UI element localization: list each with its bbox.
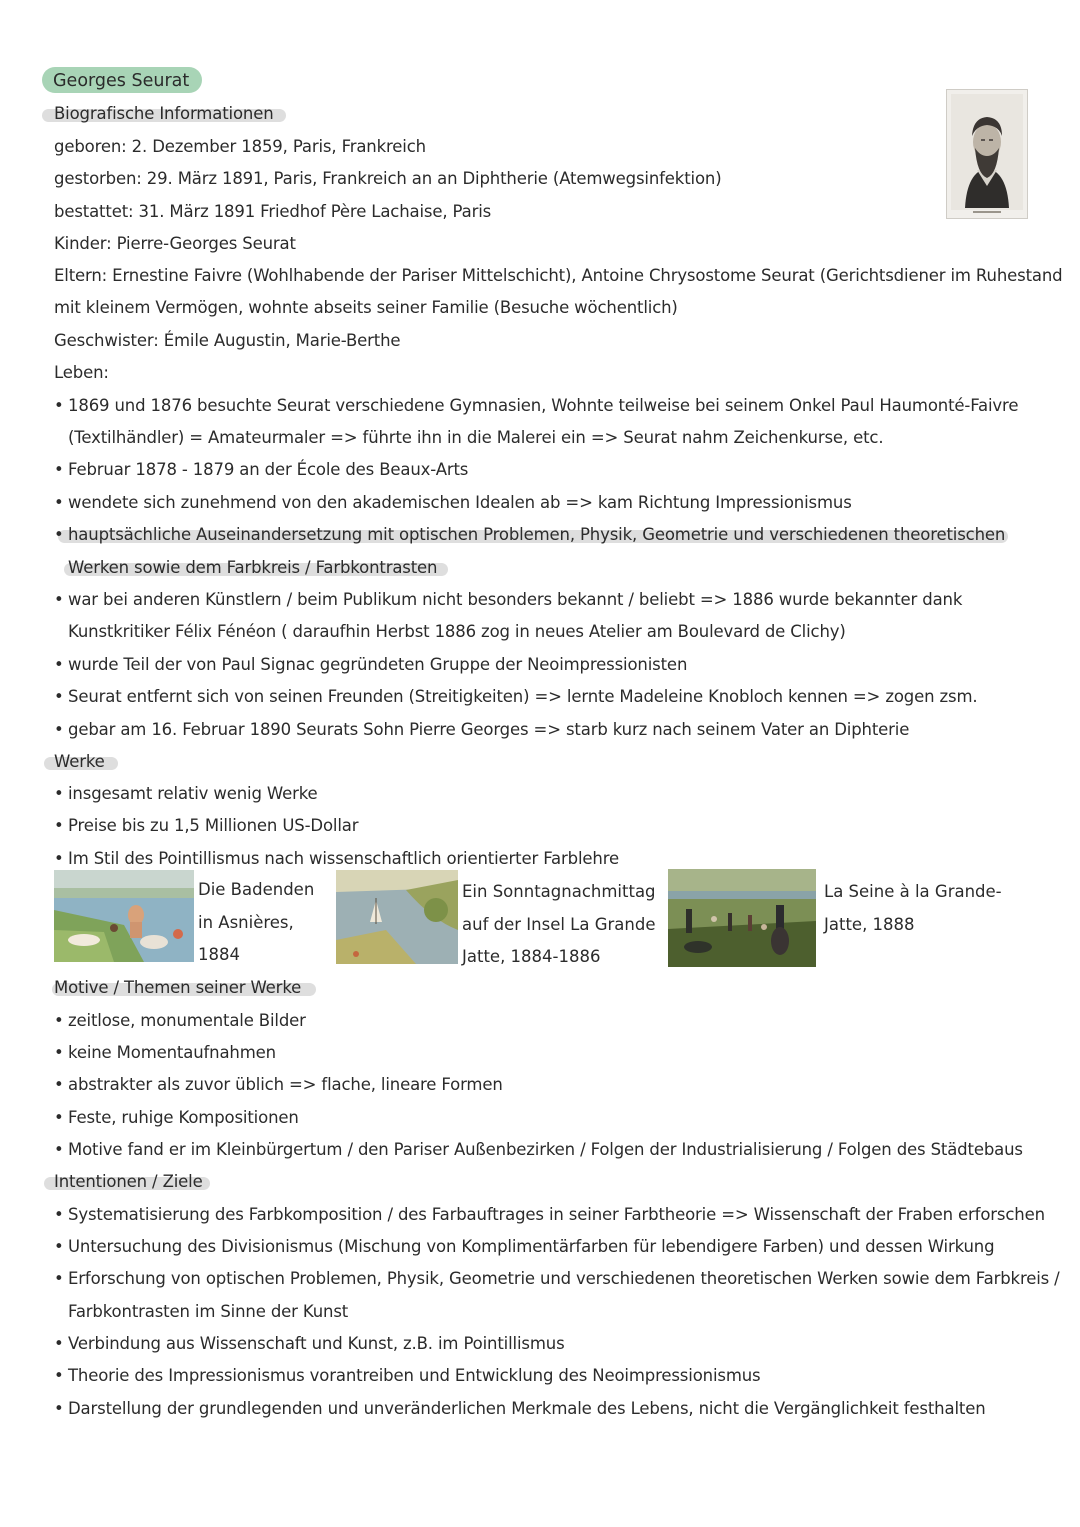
section-heading-intentions: Intentionen / Ziele [54, 1172, 203, 1191]
bio-children: Kinder: Pierre-Georges Seurat [54, 234, 296, 253]
list-item: • wendete sich zunehmend von den akademischen Idealen ab => kam Richtung Impressionismus [54, 493, 852, 512]
painting-bathers-asnieres [54, 870, 194, 962]
page-title: Georges Seurat [53, 71, 190, 91]
list-item: • Darstellung der grundlegenden und unveränderlichen Merkmale des Lebens, nicht die Vergänglichkeit festhalten [54, 1399, 986, 1418]
list-item: • gebar am 16. Februar 1890 Seurats Sohn Pierre Georges => starb kurz nach seinem Vater an Diphterie [54, 720, 910, 739]
list-item: • keine Momentaufnahmen [54, 1043, 276, 1062]
painting-caption-3: La Seine à la Grande- Jatte, 1888 [824, 882, 1002, 934]
list-item: • Motive fand er im Kleinbürgertum / den Pariser Außenbezirken / Folgen der Industrialisierung / Folgen des Städtebaus [54, 1140, 1023, 1159]
list-item-cont: Kunstkritiker Félix Fénéon ( daraufhin Herbst 1886 zog in neues Atelier am Boulevard de Clichy) [68, 622, 846, 641]
list-item-cont: (Textilhändler) = Amateurmaler => führte ihn in die Malerei ein => Seurat nahm Zeichenkurse, etc. [68, 428, 884, 447]
bio-life-label: Leben: [54, 363, 109, 382]
list-item: • war bei anderen Künstlern / beim Publikum nicht besonders bekannt / beliebt => 1886 wurde bekannter dank [54, 590, 963, 609]
painting-caption-1: Die Badenden in Asnières, 1884 [198, 880, 315, 964]
bio-parents: Eltern: Ernestine Faivre (Wohlhabende der Pariser Mittelschicht), Antoine Chrysostome Seurat (Gerichtsdiener im Ruhestand [54, 266, 1063, 285]
list-item: • Preise bis zu 1,5 Millionen US-Dollar [54, 816, 359, 835]
section-heading-bio: Biografische Informationen [54, 104, 274, 123]
list-item: • Systematisierung des Farbkomposition / des Farbauftrages in seiner Farbtheorie => Wissenschaft der Fraben erforschen [54, 1205, 1045, 1224]
list-item: • Theorie des Impressionismus vorantreiben und Entwicklung des Neoimpressionismus [54, 1366, 761, 1385]
list-item: • 1869 und 1876 besuchte Seurat verschiedene Gymnasien, Wohnte teilweise bei seinem Onkel Paul Haumonté-Faivre [54, 396, 1019, 415]
list-item: • Feste, ruhige Kompositionen [54, 1108, 299, 1127]
list-item-cont: Farbkontrasten im Sinne der Kunst [68, 1302, 349, 1321]
section-heading-motifs: Motive / Themen seiner Werke [54, 978, 302, 997]
list-item: • hauptsächliche Auseinandersetzung mit optischen Problemen, Physik, Geometrie und verschiedenen theoretischen [54, 525, 1006, 544]
list-item: • zeitlose, monumentale Bilder [54, 1011, 306, 1030]
bio-born: geboren: 2. Dezember 1859, Paris, Frankreich [54, 137, 426, 156]
list-item: • Untersuchung des Divisionismus (Mischung von Komplimentärfarben für lebendigere Farben) und dessen Wirkung [54, 1237, 995, 1256]
bio-siblings: Geschwister: Émile Augustin, Marie-Berthe [54, 331, 401, 350]
list-item: • Im Stil des Pointillismus nach wissenschaftlich orientierter Farblehre [54, 849, 619, 868]
painting-sunday-afternoon [336, 870, 458, 964]
painting-caption-2: Ein Sonntagnachmittag auf der Insel La Grande Jatte, 1884-1886 [462, 882, 656, 966]
section-heading-works: Werke [54, 752, 105, 771]
list-item: • Februar 1878 - 1879 an der École des Beaux-Arts [54, 460, 469, 479]
bio-died: gestorben: 29. März 1891, Paris, Frankreich an an Diphtherie (Atemwegsinfektion) [54, 169, 722, 188]
bio-parents-cont: mit kleinem Vermögen, wohnte abseits seiner Familie (Besuche wöchentlich) [54, 298, 678, 317]
list-item: • Verbindung aus Wissenschaft und Kunst, z.B. im Pointillismus [54, 1334, 565, 1353]
list-item: • Erforschung von optischen Problemen, Physik, Geometrie und verschiedenen theoretischen Werken sowie dem Farbkreis / [54, 1269, 1060, 1288]
list-item: • abstrakter als zuvor üblich => flache, lineare Formen [54, 1075, 503, 1094]
bio-buried: bestattet: 31. März 1891 Friedhof Père Lachaise, Paris [54, 202, 492, 221]
list-item-cont: Werken sowie dem Farbkreis / Farbkontrasten [68, 558, 438, 577]
portrait-photo [946, 89, 1028, 219]
list-item: • wurde Teil der von Paul Signac gegründeten Gruppe der Neoimpressionisten [54, 655, 688, 674]
list-item: • Seurat entfernt sich von seinen Freunden (Streitigkeiten) => lernte Madeleine Knobloch kennen => zogen zsm. [54, 687, 978, 706]
list-item: • insgesamt relativ wenig Werke [54, 784, 318, 803]
painting-la-seine-grande-jatte [668, 869, 816, 967]
